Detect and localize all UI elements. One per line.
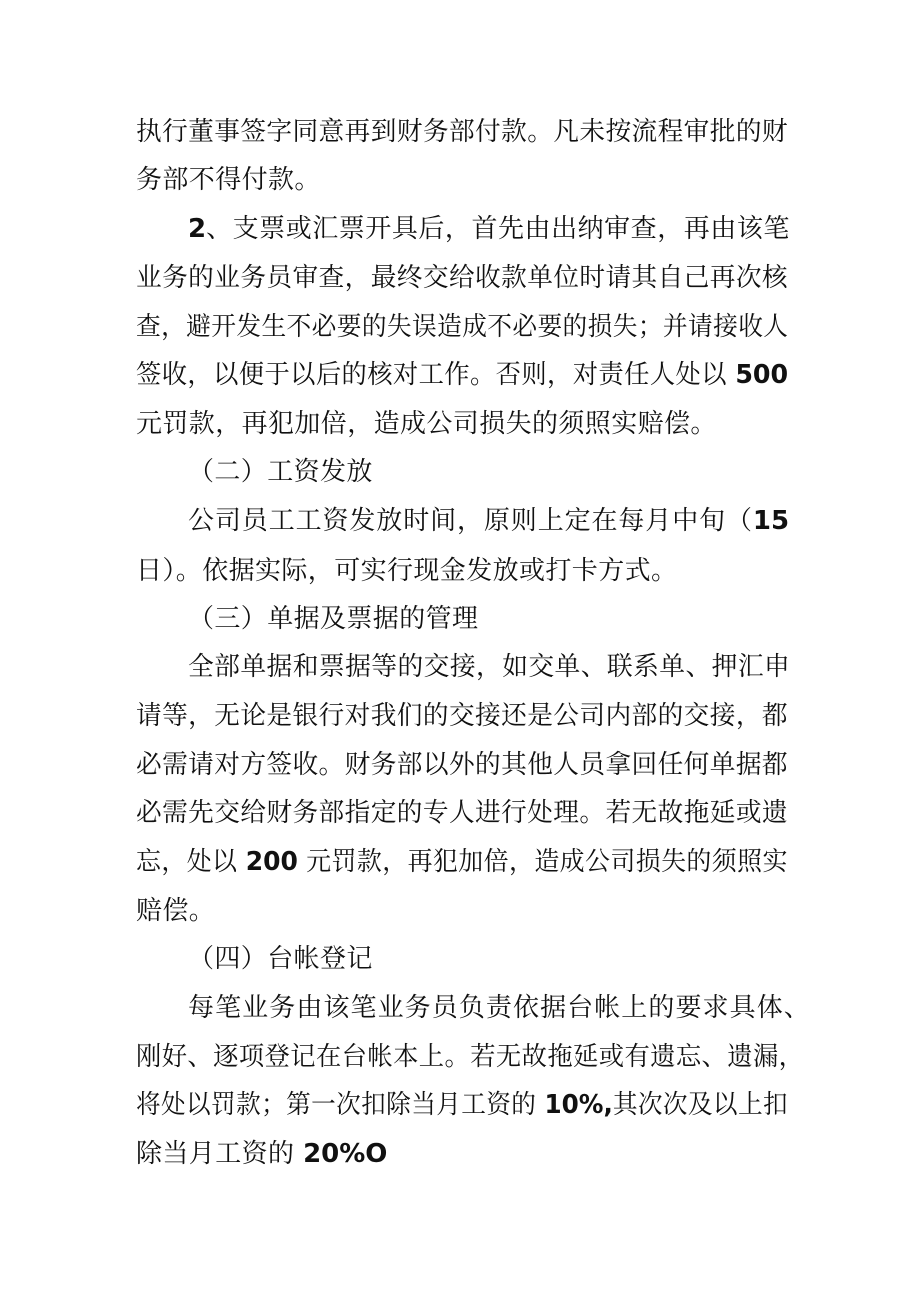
bold-number: 15 (752, 506, 790, 536)
text-line (136, 116, 788, 148)
text-run: （三）单据及票据的管理 (188, 604, 479, 634)
text-line (136, 408, 717, 440)
text-line (188, 992, 811, 1024)
text-line (188, 505, 789, 537)
text-run: 每笔业务由该笔业务员负责依据台帐上的要求具体、 (188, 993, 811, 1023)
text-line (136, 749, 788, 781)
text-line (136, 555, 677, 587)
text-run: 必需请对方签收。财务部以外的其他人员拿回任何单据都 (136, 750, 789, 780)
bold-number: 10%, (544, 1090, 613, 1120)
text-run: 除当月工资的 (136, 1139, 304, 1169)
text-line (136, 164, 321, 196)
text-run: 务部不得付款。 (136, 165, 321, 195)
text-run: （四）台帐登记 (188, 944, 373, 974)
text-run: 刚好、逐项登记在台帐本上。若无故拖延或有遗忘、遗漏， (136, 1042, 805, 1072)
bold-number: 200 (245, 847, 298, 877)
text-line (136, 1041, 804, 1073)
text-run: 、支票或汇票开具后，首先由出纳审查，再由该笔 (206, 214, 790, 244)
text-run: 业务的业务员审查，最终交给收款单位时请其自己再次核 (136, 263, 789, 293)
text-run: 全部单据和票据等的交接，如交单、联系单、押汇申 (188, 652, 791, 682)
text-line (136, 895, 215, 927)
bold-number: 20%O (303, 1139, 388, 1169)
text-run: 执行董事签字同意再到财务部付款。凡未按流程审批的财 (136, 117, 789, 147)
text-run: 将处以罚款；第一次扣除当月工资的 (136, 1090, 545, 1120)
text-line (188, 213, 790, 245)
text-run: 元罚款，再犯加倍，造成公司损失的须照实 (297, 847, 788, 877)
text-line (136, 262, 788, 294)
text-line (136, 846, 788, 878)
text-run: 忘，处以 (136, 847, 246, 877)
text-line (136, 797, 788, 829)
text-run: （二）工资发放 (188, 457, 373, 487)
section-heading (188, 603, 478, 635)
text-run: 请等，无论是银行对我们的交接还是公司内部的交接，都 (136, 701, 789, 731)
text-run: 日）。依据实际，可实行现金发放或打卡方式。 (136, 556, 678, 586)
section-heading (188, 943, 373, 975)
bold-number: 500 (735, 360, 789, 390)
text-line (136, 1138, 387, 1170)
text-run: 签收，以便于以后的核对工作。否则，对责任人处以 (136, 360, 736, 390)
bold-number: 2 (188, 214, 207, 244)
text-line (136, 359, 788, 391)
text-line (136, 311, 788, 343)
text-line (136, 1089, 788, 1121)
text-line (188, 651, 790, 683)
text-run: 其次次及以上扣 (612, 1090, 788, 1120)
text-run: 赔偿。 (136, 896, 216, 926)
text-line (136, 700, 788, 732)
text-run: 必需先交给财务部指定的专人进行处理。若无故拖延或遗 (136, 798, 789, 828)
section-heading (188, 456, 373, 488)
text-run: 查，避开发生不必要的失误造成不必要的损失；并请接收人 (136, 312, 789, 342)
text-run: 元罚款，再犯加倍，造成公司损失的须照实赔偿。 (136, 409, 717, 439)
text-run: 公司员工工资发放时间，原则上定在每月中旬（ (188, 506, 753, 536)
